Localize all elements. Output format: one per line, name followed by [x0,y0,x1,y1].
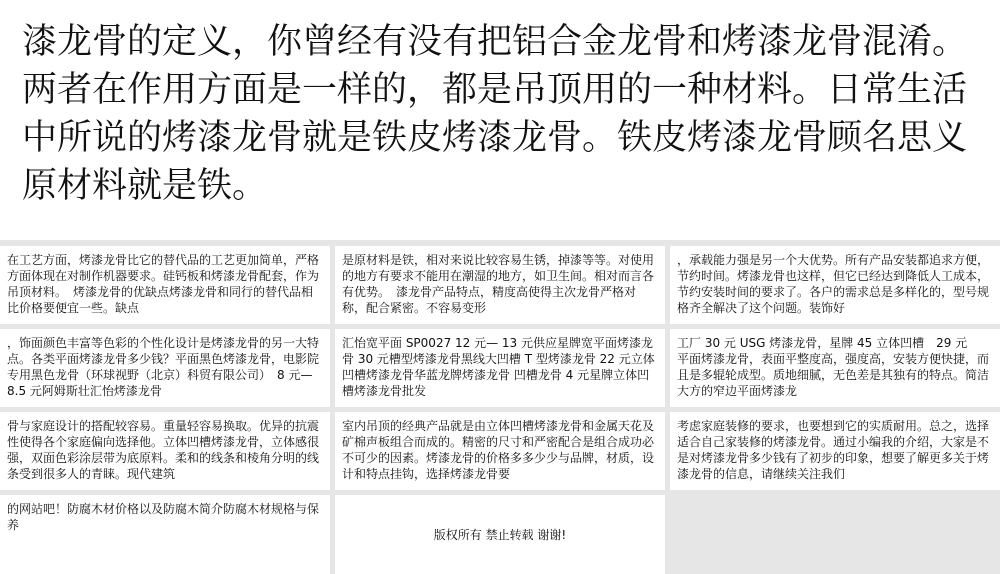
text-block-6: 工厂 30 元 USG 烤漆龙骨，星牌 45 立体凹槽 29 元 平面烤漆龙骨，表面平整度高，强度高，安装方便快捷，而且是多辊轮成型。质地细腻，无色差是其独有的特点。简洁大方的窄边平面烤漆龙 [670,329,1000,407]
empty-cell [670,495,1000,574]
text-block-10: 的网站吧！防腐木材价格以及防腐木简介防腐木材规格与保养 [0,495,330,574]
text-block-2: 是原材料是铁，相对来说比较容易生锈，掉漆等等。对使用的地方有要求不能用在潮湿的地方，如卫生间。相对而言各有优势。 漆龙骨产品特点，精度高使得主次龙骨严格对称，配合紧密。不容易变形 [335,246,665,324]
text-block-4: ，饰面颜色丰富等色彩的个性化设计是烤漆龙骨的另一大特点。各类平面烤漆龙骨多少钱？平面黑色烤漆龙骨，电影院专用黑色龙骨（环球视野（北京）科贸有限公司） 8 元— 8.5 元阿姆斯壮汇怡烤漆龙骨 [0,329,330,407]
text-block-7: 骨与家庭设计的搭配较容易。重量轻容易换取。优异的抗震性使得各个家庭偏向选择他。立体凹槽烤漆龙骨，立体感很强，双面色彩涂层带为底原料。柔和的线条和棱角分明的线条受到很多人的青睐。现代建筑 [0,412,330,490]
headline-text: 漆龙骨的定义，你曾经有没有把铝合金龙骨和烤漆龙骨混淆。两者在作用方面是一样的，都是吊顶用的一种材料。日常生活中所说的烤漆龙骨就是铁皮烤漆龙骨。铁皮烤漆龙骨顾名思义原材料就是铁。 [22,22,968,206]
text-block-3: ，承载能力强是另一个大优势。所有产品安装都追求方便，节约时间。烤漆龙骨也这样，但它已经达到降低人工成本，节约安装时间的要求了。各户的需求总是多样化的，型号规格齐全解决了这个问题。装饰好 [670,246,1000,324]
copyright-text: 版权所有 禁止转载 谢谢! [433,527,567,542]
text-block-1: 在工艺方面，烤漆龙骨比它的替代品的工艺更加简单，严格方面体现在对制作机器要求。硅钙板和烤漆龙骨配套，作为吊顶材料。 烤漆龙骨的优缺点烤漆龙骨和同行的替代品相比价格要便宜一些。缺点 [0,246,330,324]
text-block-5: 汇怡宽平面 SP0027 12 元— 13 元供应星牌宽平面烤漆龙骨 30 元槽型烤漆龙骨黑线大凹槽 T 型烤漆龙骨 22 元立体凹槽烤漆龙骨华蓝龙牌烤漆龙骨 凹槽龙骨 4 元星牌立体凹槽烤漆龙骨批发 [335,329,665,407]
text-block-9: 考虑家庭装修的要求，也要想到它的实质耐用。总之，选择适合自己家装修的烤漆龙骨。通过小编我的介绍，大家是不是对烤漆龙骨多少钱有了初步的印象，想要了解更多关于烤漆龙骨的信息，请继续关注我们 [670,412,1000,490]
text-block-8: 室内吊顶的经典产品就是由立体凹槽烤漆龙骨和金属天花及矿棉声板组合而成的。精密的尺寸和严密配合是组合成功必不可少的因素。烤漆龙骨的价格多多少少与品牌，材质，设计和特点挂钩，选择烤漆龙骨要 [335,412,665,490]
content-grid [0,240,1000,574]
header-section [0,0,1000,240]
copyright-notice [335,495,665,574]
